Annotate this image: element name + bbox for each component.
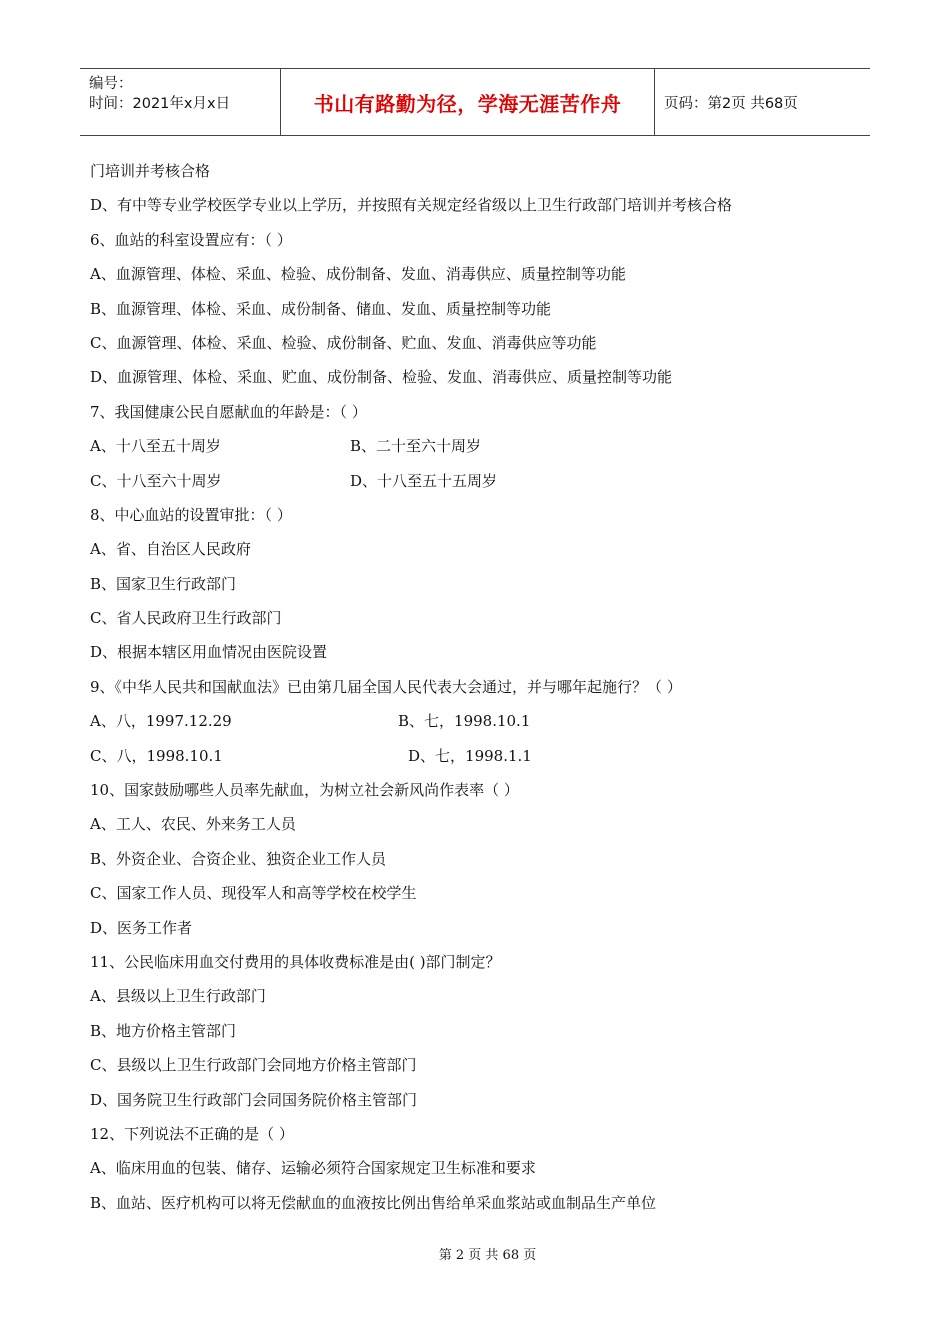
option-c: C、十八至六十周岁 [90,471,222,490]
option-line: A、工人、农民、外来务工人员 [90,815,296,834]
option-b: B、二十至六十周岁 [350,437,482,456]
question-9: 9、《中华人民共和国献血法》已由第几届全国人民代表大会通过，并与哪年起施行？（ ） [90,677,682,696]
option-row [90,704,890,738]
option-line: B、外资企业、合资企业、独资企业工作人员 [90,849,387,868]
option-line: A、省、自治区人民政府 [90,540,251,559]
text-line: D、有中等专业学校医学专业以上学历，并按照有关规定经省级以上卫生行政部门培训并考核合格 [90,196,733,215]
option-a: A、八，1997.12.29 [90,712,232,731]
document-body [90,154,890,1220]
option-d: D、十八至五十五周岁 [350,471,498,490]
option-a: A、十八至五十周岁 [90,437,221,456]
option-line: B、国家卫生行政部门 [90,574,237,593]
page-footer: 第 2 页 共 68 页 [438,1248,537,1263]
option-line: A、县级以上卫生行政部门 [90,987,266,1006]
option-line: B、地方价格主管部门 [90,1021,237,1040]
option-row [90,429,890,463]
option-line: B、血源管理、体检、采血、成份制备、储血、发血、质量控制等功能 [90,299,552,318]
page-header [80,68,870,136]
option-line: A、血源管理、体检、采血、检验、成份制备、发血、消毒供应、质量控制等功能 [90,265,626,284]
question-8: 8、中心血站的设置审批：（ ） [90,505,292,524]
header-meta [80,69,280,135]
option-line: C、血源管理、体检、采血、检验、成份制备、贮血、发血、消毒供应等功能 [90,333,597,352]
option-line: D、血源管理、体检、采血、贮血、成份制备、检验、发血、消毒供应、质量控制等功能 [90,368,673,387]
option-row [90,739,890,773]
question-11: 11、公民临床用血交付费用的具体收费标准是由( )部门制定？ [90,952,501,971]
option-line: C、国家工作人员、现役军人和高等学校在校学生 [90,884,417,903]
option-line: C、省人民政府卫生行政部门 [90,609,282,628]
option-line: C、县级以上卫生行政部门会同地方价格主管部门 [90,1056,417,1075]
question-7: 7、我国健康公民自愿献血的年龄是：（ ） [90,402,367,421]
option-row [90,464,890,498]
option-c: C、八，1998.10.1 [90,746,223,765]
text-line: 门培训并考核合格 [90,162,211,180]
option-line: D、医务工作者 [90,918,193,937]
option-line: B、血站、医疗机构可以将无偿献血的血液按比例出售给单采血浆站或血制品生产单位 [90,1193,657,1212]
header-page-info: 页码：第2页 共68页 [664,95,798,112]
option-line: D、国务院卫生行政部门会同国务院价格主管部门 [90,1090,418,1109]
option-line: D、根据本辖区用血情况由医院设置 [90,643,328,662]
header-motto: 书山有路勤为径，学海无涯苦作舟 [280,69,655,135]
option-line: A、临床用血的包装、储存、运输必须符合国家规定卫生标准和要求 [90,1159,536,1178]
question-10: 10、国家鼓励哪些人员率先献血，为树立社会新风尚作表率（ ） [90,781,519,800]
number-label: 编号： [89,76,133,92]
time-label: 时间：2021年x月x日 [89,96,231,112]
option-d: D、七，1998.1.1 [408,746,532,765]
question-12: 12、下列说法不正确的是（ ） [90,1124,294,1143]
option-b: B、七，1998.10.1 [398,712,531,731]
question-6: 6、血站的科室设置应有：（ ） [90,230,292,249]
